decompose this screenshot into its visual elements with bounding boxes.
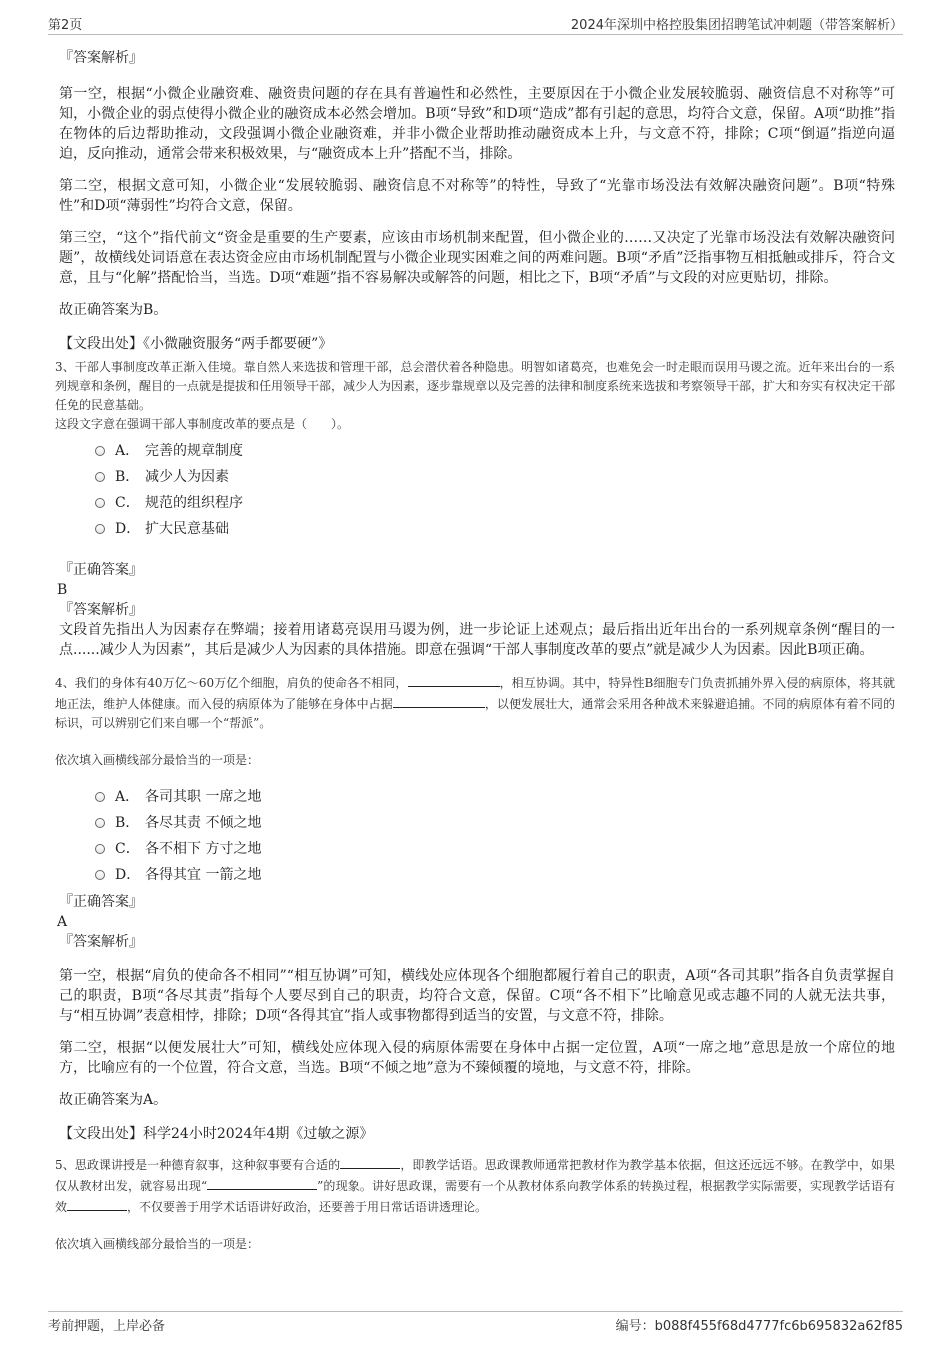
option-text: 各不相下 方寸之地	[145, 841, 262, 857]
option-text: 完善的规章制度	[145, 443, 243, 459]
q3-analysis-heading: 『答案解析』	[59, 602, 143, 618]
q4-stem-part-3: ，以便发展壮大，通常会采用各种战术来躲避追捕。不同的病原体有着不同的标识，可以辨别它们来自哪一个“帮派”。	[55, 697, 895, 730]
option-text: 规范的组织程序	[145, 495, 243, 511]
document-body	[55, 42, 895, 1254]
q3-option-b[interactable]	[95, 464, 895, 490]
radio-button[interactable]	[95, 818, 105, 828]
q2-analysis-p3: 第三空，“这个”指代前文“资金是重要的生产要素，应该由市场机制来配置，但小微企业的……又决定了光靠市场没法有效解决融资问题”，故横线处词语意在表达资金应由市场机制配置与小微企业现实困难之间的两难问题。B项“矛盾”泛指事物互相抵触或排斥，符合文意，且与“化解”搭配恰当，当选。D项“难题”指不容易解决或解答的问题，相比之下，B项“矛盾”与文段的对应更贴切，排除。	[59, 230, 895, 286]
page-footer	[48, 1311, 903, 1336]
q2-analysis-p2: 第二空，根据文意可知，小微企业“发展较脆弱、融资信息不对称等”的特性，导致了“光靠市场没法有效解决融资问题”。B项“特殊性”和D项“薄弱性”均符合文意，保留。	[59, 178, 895, 214]
blank-line	[207, 1175, 317, 1190]
option-label: C．	[115, 495, 140, 511]
option-text: 扩大民意基础	[145, 521, 229, 537]
q3-analysis: 文段首先指出人为因素存在弊端；接着用诸葛亮误用马谡为例，进一步论证上述观点；最后指出近年出台的一系列规章条例“醒目的一点......减少人为因素”，其后是减少人为因素的具体措施。即意在强调“干部人事制度改革的要点”就是减少人为因素。因此B项正确。	[59, 622, 895, 658]
q4-analysis-heading: 『答案解析』	[59, 934, 143, 950]
option-text: 各司其职 一席之地	[145, 789, 262, 805]
q4-option-b[interactable]	[95, 810, 895, 836]
radio-button[interactable]	[95, 524, 105, 534]
q3-answer-heading: 『正确答案』	[59, 562, 143, 578]
blank-line	[340, 1154, 400, 1169]
q5-stem-part-4: ，不仅要善于用学术话语讲好政治，还要善于用日常话语讲透理论。	[127, 1200, 488, 1214]
q4-analysis-p1: 第一空，根据“肩负的使命各不相同”“相互协调”可知，横线处应体现各个细胞都履行着自己的职责，A项“各司其职”指各自负责掌握自己的职责，B项“各尽其责”指每个人要尽到自己的职责，均符合文意，保留。C项“各不相下”比喻意见或志趣不同的人就无法共事，与“相互协调”表意相悖，排除；D项“各得其宜”指人或事物都得到适当的安置，与文意不符，排除。	[59, 968, 895, 1024]
option-label: D．	[115, 521, 141, 537]
radio-button[interactable]	[95, 472, 105, 482]
q4-option-c[interactable]	[95, 836, 895, 862]
q5-stem-part-3: ”的现象。讲好思政课，需要有一个从教材体系向教学体系的转换过程，根据教学实际需要，实现教学话语有效	[55, 1179, 896, 1214]
q5-stem-part-1: 5、思政课讲授是一种德育叙事，这种叙事要有合适的	[55, 1158, 341, 1172]
blank-line	[393, 693, 485, 708]
q3-question: 这段文字意在强调干部人事制度改革的要点是（ ）。	[55, 417, 350, 431]
radio-button[interactable]	[95, 870, 105, 880]
option-text: 各尽其责 不倾之地	[145, 815, 262, 831]
radio-button[interactable]	[95, 498, 105, 508]
radio-button[interactable]	[95, 844, 105, 854]
q4-analysis-p2: 第二空，根据“以便发展壮大”可知，横线处应体现入侵的病原体需要在身体中占据一定位置，A项“一席之地”意思是放一个席位的地方，比喻应有的一个位置，符合文意，当选。B项“不倾之地”意为不臻倾覆的境地，与文意不符，排除。	[59, 1040, 895, 1076]
q3-option-c[interactable]	[95, 490, 895, 516]
q2-conclusion: 故正确答案为B。	[59, 302, 168, 318]
q4-answer-heading: 『正确答案』	[59, 894, 143, 910]
q4-stem	[55, 672, 895, 733]
q3-options	[95, 438, 895, 542]
option-label: A．	[115, 789, 140, 805]
option-label: C．	[115, 841, 140, 857]
q2-analysis-heading: 『答案解析』	[59, 50, 143, 66]
option-text: 减少人为因素	[145, 469, 229, 485]
q2-analysis-p1: 第一空，根据“小微企业融资难、融资贵问题的存在具有普遍性和必然性，主要原因在于小微企业发展较脆弱、融资信息不对称等”可知，小微企业的弱点使得小微企业的融资成本必然会增加。B项“导致”和D项“造成”都有引起的意思，均符合文意，保留。A项“助推”指在物体的后边帮助推动，文段强调小微企业融资难，并非小微企业帮助推动融资成本上升，与文意不符，排除；C项“倒逼”指逆向逼迫，反向推动，通常会带来积极效果，与“融资成本上升”搭配不当，排除。	[59, 86, 895, 162]
option-text: 各得其宜 一箭之地	[145, 867, 262, 883]
page-number: 第2页	[48, 18, 83, 33]
q5-question: 依次填入画横线部分最恰当的一项是：	[55, 1237, 260, 1251]
q3-option-a[interactable]	[95, 438, 895, 464]
radio-button[interactable]	[95, 792, 105, 802]
q5-stem	[55, 1154, 895, 1217]
page-header	[48, 12, 903, 35]
blank-line	[67, 1196, 127, 1211]
q4-source: 【文段出处】科学24小时2024年4期《过敏之源》	[59, 1126, 374, 1142]
option-label: B．	[115, 815, 140, 831]
radio-button[interactable]	[95, 446, 105, 456]
option-label: A．	[115, 443, 140, 459]
q4-options	[95, 784, 895, 888]
document-title: 2024年深圳中格控股集团招聘笔试冲刺题（带答案解析）	[570, 18, 903, 33]
q5-stem-part-2: ，即教学话语。思政课教师通常把教材作为教学基本依据，但这还远远不够。在教学中，如果仅从教材出发，就容易出现“	[55, 1158, 895, 1193]
footer-slogan: 考前押题，上岸必备	[48, 1319, 166, 1334]
q4-option-a[interactable]	[95, 784, 895, 810]
q3-stem: 3、干部人事制度改革正渐入佳境。靠自然人来选拔和管理干部，总会潜伏着各种隐患。明智如诸葛亮，也难免会一时走眼而误用马谡之流。近年来出台的一系列规章和条例，醒目的一点就是提拔和任用领导干部，减少人为因素，逐步靠规章以及完善的法律和制度系统来选拔和考察领导干部，扩大和夯实有权决定干部任免的民意基础。	[55, 360, 896, 412]
q4-stem-part-2: ，相互协调。其中，特异性B细胞专门负责抓捕外界入侵的病原体，将其就地正法，维护人体健康。而入侵的病原体为了能够在身体中占据	[55, 676, 895, 711]
q4-answer: A	[57, 914, 68, 930]
q4-option-d[interactable]	[95, 862, 895, 888]
q2-source: 【文段出处】《小微融资服务“两手都要硬”》	[59, 336, 333, 352]
q4-stem-part-1: 4、我们的身体有40万亿～60万亿个细胞，肩负的使命各不相同，	[55, 676, 408, 690]
q3-option-d[interactable]	[95, 516, 895, 542]
option-label: B．	[115, 469, 140, 485]
option-label: D．	[115, 867, 141, 883]
q4-conclusion: 故正确答案为A。	[59, 1092, 168, 1108]
blank-line	[408, 672, 500, 687]
document-id: 编号：b088f455f68d4777fc6b695832a62f85	[615, 1319, 903, 1334]
q4-question: 依次填入画横线部分最恰当的一项是：	[55, 753, 260, 767]
q3-answer: B	[57, 582, 68, 598]
